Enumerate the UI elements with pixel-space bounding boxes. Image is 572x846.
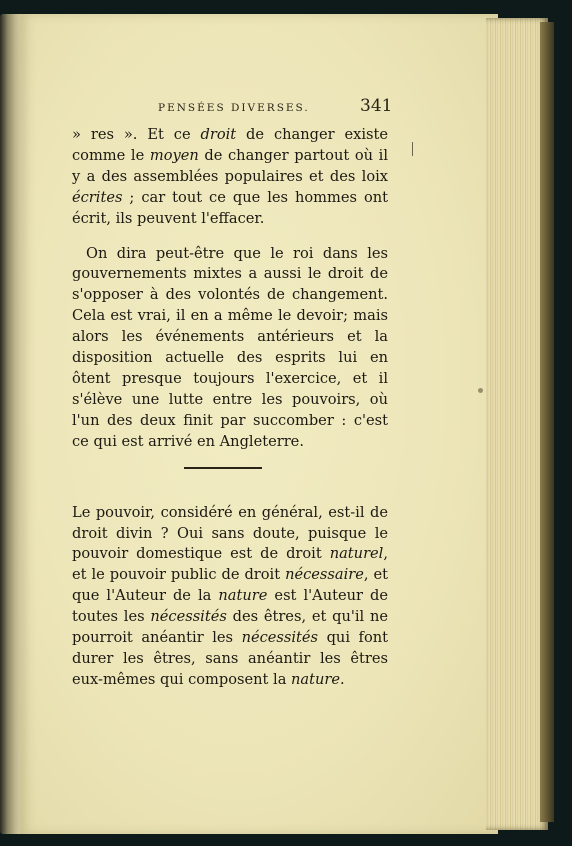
- text-run: qui font durer les êtres, sans anéantir les êtres eux-mêmes qui composent la: [72, 629, 388, 688]
- text-run: » res ». Et ce: [72, 126, 201, 143]
- book-spine-shadow: [540, 22, 554, 822]
- text-run: Le pouvoir, considéré en général, est-il de droit divin ? Oui sans doute, puisque le pouvoir domestique est de droit: [72, 503, 388, 563]
- italic-word: nature: [218, 587, 268, 605]
- text-run: est l'Auteur de toutes les: [72, 587, 388, 626]
- italic-word: droit: [200, 126, 237, 143]
- text-run: , et le pouvoir public de droit: [72, 545, 388, 584]
- page-number: 341: [360, 96, 393, 116]
- body-text: [72, 125, 388, 691]
- section-divider: [184, 467, 262, 469]
- page-edges: [486, 18, 548, 830]
- paper-spot: [478, 388, 483, 393]
- margin-mark: [412, 142, 413, 156]
- text-run: .: [340, 670, 345, 688]
- paragraph-2: On dira peut-être que le roi dans les gouvernements mixtes a aussi le droit de s'opposer à des volontés de changement. Cela est vrai, il en a même le devoir; mais alors les événements antérieurs et la disposition actuelle des esprits lui en ôtent presque toujours l'exercice, et il s'élève une lutte entre les pouvoirs, où l'un des deux finit par succomber : c'est ce qui est arrivé en Angleterre.: [72, 244, 388, 450]
- text-run: de changer partout où il y a des assemblées populaires et des loix: [72, 146, 388, 185]
- paragraph-3: [72, 503, 388, 691]
- text-run: de changer existe comme le: [72, 126, 389, 164]
- italic-word: nature: [291, 670, 341, 688]
- italic-word: naturel: [329, 545, 384, 563]
- italic-word: nécessaire: [285, 566, 364, 584]
- text-run: ; car tout ce que les hommes ont écrit, ils peuvent l'effacer.: [72, 188, 388, 227]
- running-head: PENSÉES DIVERSES.: [158, 102, 310, 114]
- text-run: des êtres, et qu'il ne pourroit anéantir les: [72, 608, 388, 647]
- italic-word: écrites: [72, 188, 123, 206]
- paragraph-1: [72, 125, 388, 230]
- italic-word: nécessités: [150, 608, 227, 626]
- italic-word: moyen: [149, 146, 199, 164]
- italic-word: nécessités: [241, 629, 319, 647]
- facing-page-edge: [0, 14, 22, 834]
- text-run: , et que l'Auteur de la: [72, 566, 389, 605]
